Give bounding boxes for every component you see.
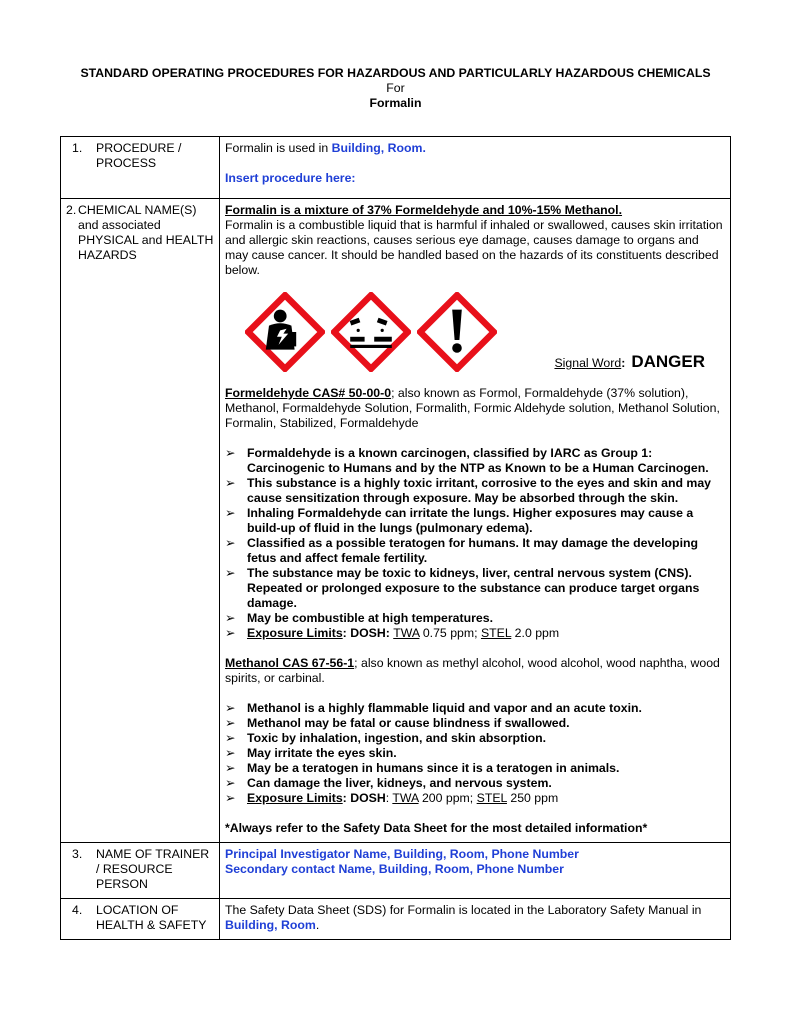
document-title: STANDARD OPERATING PROCEDURES FOR HAZARDOUS AND PARTICULARLY HAZARDOUS CHEMICALS <box>80 66 711 80</box>
signal-word-value: DANGER <box>631 352 705 371</box>
list-item: ➢ May be a teratogen in humans since it is a teratogen in animals. <box>225 761 620 775</box>
sds-note: *Always refer to the Safety Data Sheet for the most detailed information* <box>225 821 648 835</box>
bullet-arrow-icon: ➢ <box>225 446 236 460</box>
bullet-arrow-icon: ➢ <box>225 776 236 790</box>
bullet-arrow-icon: ➢ <box>225 536 236 550</box>
insert-procedure-prompt: Insert procedure here: <box>225 171 356 185</box>
bullet-arrow-icon: ➢ <box>225 731 236 745</box>
procedure-intro: Formalin is used in <box>225 141 332 155</box>
row-content-cell <box>220 199 731 843</box>
sds-location-place: Building, Room <box>225 918 316 932</box>
methanol-hazard-list <box>225 701 725 806</box>
bullet-arrow-icon: ➢ <box>225 791 236 805</box>
document-header <box>60 66 731 111</box>
row-number: 2. <box>66 203 77 217</box>
methanol-intro <box>225 656 725 686</box>
sds-location-text: The Safety Data Sheet (SDS) for Formalin is located in the Laboratory Safety Manual in <box>225 903 702 917</box>
row-label-cell <box>61 899 220 940</box>
formaldehyde-heading: Formeldehyde CAS# 50-00-0 <box>225 386 392 400</box>
list-item: ➢ Inhaling Formaldehyde can irritate the lungs. Higher exposures may cause a build-up of fluid in the lungs (pulmonary edema). <box>225 506 694 535</box>
row-content-cell <box>220 137 731 199</box>
list-item: ➢ May be combustible at high temperatures. <box>225 611 493 625</box>
bullet-arrow-icon: ➢ <box>225 716 236 730</box>
row-number: 4. <box>72 903 83 917</box>
row-content-cell <box>220 843 731 899</box>
list-item: ➢ Methanol is a highly flammable liquid and vapor and an acute toxin. <box>225 701 642 715</box>
list-item: ➢ Formaldehyde is a known carcinogen, classified by IARC as Group 1: Carcinogenic to Humans and by the NTP as Known to be a Human Carcinogen. <box>225 446 709 475</box>
row-label: CHEMICAL NAME(S) and associated PHYSICAL and HEALTH HAZARDS <box>78 203 214 262</box>
formaldehyde-intro <box>225 386 725 431</box>
row-label: NAME OF TRAINER / RESOURCE PERSON <box>96 847 210 891</box>
signal-word-colon: : <box>621 356 626 370</box>
bullet-arrow-icon: ➢ <box>225 626 236 640</box>
health-hazard-icon <box>245 292 325 372</box>
list-item: ➢ Can damage the liver, kidneys, and nervous system. <box>225 776 552 790</box>
bullet-arrow-icon: ➢ <box>225 761 236 775</box>
mixture-heading: Formalin is a mixture of 37% Formeldehyde and 10%-15% Methanol. <box>225 203 623 217</box>
bullet-arrow-icon: ➢ <box>225 566 236 580</box>
row-label: LOCATION OF HEALTH & SAFETY <box>96 903 207 932</box>
row-label-cell <box>61 843 220 899</box>
exclamation-mark-icon <box>417 292 497 372</box>
row-chemical <box>61 199 731 843</box>
bullet-arrow-icon: ➢ <box>225 611 236 625</box>
methanol-heading: Methanol CAS 67-56-1 <box>225 656 355 670</box>
chemical-name-heading: Formalin <box>369 96 422 110</box>
row-number: 3. <box>72 847 83 861</box>
row-location <box>61 899 731 940</box>
corrosion-icon <box>331 292 411 372</box>
formaldehyde-hazard-list <box>225 446 725 641</box>
row-label-cell <box>61 137 220 199</box>
row-trainer <box>61 843 731 899</box>
mixture-description: Formalin is a combustible liquid that is harmful if inhaled or swallowed, causes skin irritation and allergic skin reactions, causes serious eye damage, causes damage to organs and may cause cancer. It should be handled based on the hazards of its constituents described below. <box>225 218 723 277</box>
list-item: ➢ Toxic by inhalation, ingestion, and skin absorption. <box>225 731 547 745</box>
bullet-arrow-icon: ➢ <box>225 746 236 760</box>
formaldehyde-aliases: ; also known as Formol, Formaldehyde (37% solution), Methanol, Formaldehyde Solution, Formalith, Formic Aldehyde solution, Methanol Solution, Formalin, Stabilized, Formaldehyde <box>225 386 720 430</box>
list-item: ➢ This substance is a highly toxic irritant, corrosive to the eyes and skin and may cause sensitization through exposure. May be absorbed through the skin. <box>225 476 712 505</box>
list-item: ➢ May irritate the eyes skin. <box>225 746 397 760</box>
signal-word-label: Signal Word <box>554 356 622 370</box>
bullet-arrow-icon: ➢ <box>225 506 236 520</box>
bullet-arrow-icon: ➢ <box>225 701 236 715</box>
row-number: 1. <box>72 141 83 155</box>
formaldehyde-exposure-limits: ➢ Exposure Limits: DOSH: TWA 0.75 ppm; STEL 2.0 ppm <box>225 626 560 640</box>
sds-location-end: . <box>315 918 320 932</box>
secondary-contact-line: Secondary contact Name, Building, Room, Phone Number <box>225 862 564 876</box>
bullet-arrow-icon: ➢ <box>225 476 236 490</box>
sop-table <box>60 136 731 940</box>
row-label-cell <box>61 199 220 843</box>
methanol-aliases: ; also known as methyl alcohol, wood alcohol, wood naphtha, wood spirits, or carbinal. <box>225 656 720 685</box>
procedure-location: Building, Room. <box>331 141 426 155</box>
principal-investigator-line: Principal Investigator Name, Building, Room, Phone Number <box>225 847 579 861</box>
list-item: ➢ Methanol may be fatal or cause blindness if swallowed. <box>225 716 570 730</box>
list-item: ➢ Classified as a possible teratogen for humans. It may damage the developing fetus and affect female fertility. <box>225 536 699 565</box>
list-item: ➢ The substance may be toxic to kidneys, liver, central nervous system (CNS). Repeated or prolonged exposure to the substance can produce target organs damage. <box>225 566 700 610</box>
row-content-cell <box>220 899 731 940</box>
row-label: PROCEDURE / PROCESS <box>96 141 182 170</box>
row-procedure <box>61 137 731 199</box>
for-label: For <box>386 81 405 95</box>
methanol-exposure-limits: ➢ Exposure Limits: DOSH: TWA 200 ppm; STEL 250 ppm <box>225 791 559 805</box>
